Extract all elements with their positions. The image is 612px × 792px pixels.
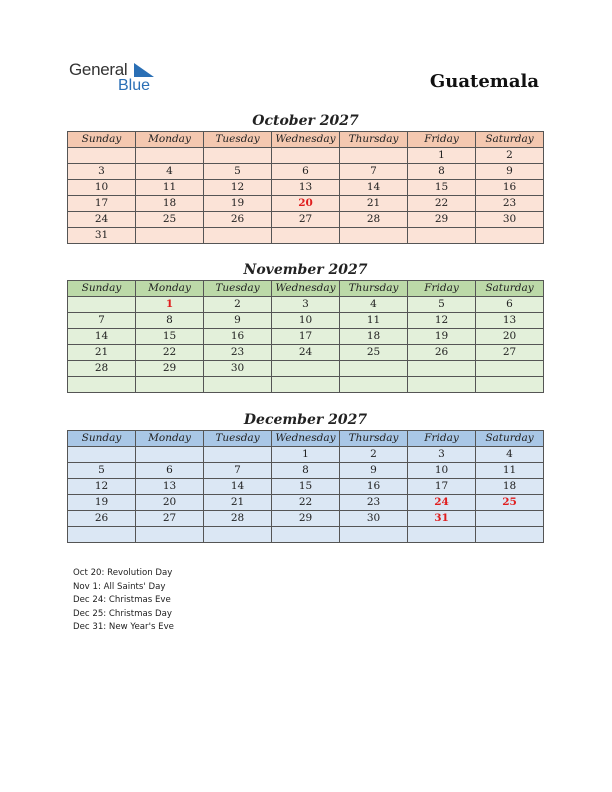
day-cell: 6 [476,297,544,313]
day-cell: 9 [476,164,544,180]
day-cell: 23 [476,196,544,212]
week-row [68,447,544,463]
day-cell: 10 [68,180,136,196]
month-title: November 2027 [243,262,368,278]
day-cell [204,148,272,164]
day-cell: 27 [272,212,340,228]
week-row [68,329,544,345]
day-cell: 13 [136,479,204,495]
day-cell: 12 [408,313,476,329]
weekday-header: Wednesday [272,132,340,148]
day-cell: 4 [340,297,408,313]
week-row [68,479,544,495]
day-cell: 19 [204,196,272,212]
day-cell: 22 [272,495,340,511]
day-cell: 2 [476,148,544,164]
day-cell [476,361,544,377]
day-cell: 25 [340,345,408,361]
day-cell: 27 [476,345,544,361]
day-cell [340,148,408,164]
day-cell: 28 [204,511,272,527]
day-cell: 28 [68,361,136,377]
day-cell [476,377,544,393]
month-title: December 2027 [243,412,368,428]
month-title: October 2027 [252,113,359,129]
weekday-header: Wednesday [272,281,340,297]
weekday-header: Sunday [68,281,136,297]
day-cell: 25 [476,495,544,511]
calendar-grid [67,131,544,244]
day-cell: 30 [204,361,272,377]
week-row [68,180,544,196]
day-cell: 26 [68,511,136,527]
day-cell: 8 [136,313,204,329]
weekday-header: Monday [136,431,204,447]
day-cell: 15 [272,479,340,495]
day-cell [272,361,340,377]
day-cell: 20 [272,196,340,212]
weekday-header: Tuesday [204,431,272,447]
weekday-header: Wednesday [272,431,340,447]
day-cell: 29 [272,511,340,527]
week-row [68,377,544,393]
day-cell [136,447,204,463]
day-cell [136,377,204,393]
day-cell: 1 [408,148,476,164]
day-cell: 2 [340,447,408,463]
day-cell: 3 [272,297,340,313]
day-cell: 8 [408,164,476,180]
calendar-grid [67,430,544,543]
day-cell [340,377,408,393]
day-cell: 7 [340,164,408,180]
day-cell [272,148,340,164]
holiday-item: Dec 25: Christmas Day [73,608,172,619]
day-cell [68,148,136,164]
day-cell [204,527,272,543]
day-cell: 30 [476,212,544,228]
day-cell: 4 [136,164,204,180]
day-cell: 5 [408,297,476,313]
generalblue-logo [69,60,179,100]
day-cell: 18 [476,479,544,495]
day-cell [408,377,476,393]
day-cell: 19 [408,329,476,345]
country-title: Guatemala [429,71,539,92]
day-cell: 18 [340,329,408,345]
holiday-item: Dec 31: New Year's Eve [73,622,174,633]
day-cell [68,377,136,393]
weekday-header-row [68,281,544,297]
holiday-list [73,567,174,635]
week-row [68,196,544,212]
holiday-item: Oct 20: Revolution Day [73,568,173,578]
day-cell [272,228,340,244]
weekday-header: Saturday [476,132,544,148]
day-cell: 25 [136,212,204,228]
day-cell [476,228,544,244]
week-row [68,228,544,244]
day-cell [204,447,272,463]
day-cell: 23 [204,345,272,361]
day-cell: 8 [272,463,340,479]
day-cell: 17 [408,479,476,495]
day-cell: 14 [68,329,136,345]
day-cell [68,447,136,463]
day-cell: 19 [68,495,136,511]
day-cell: 9 [340,463,408,479]
day-cell: 17 [272,329,340,345]
weekday-header: Friday [408,132,476,148]
day-cell: 6 [272,164,340,180]
day-cell: 3 [68,164,136,180]
day-cell: 21 [340,196,408,212]
week-row [68,345,544,361]
day-cell: 13 [476,313,544,329]
day-cell [272,527,340,543]
day-cell: 14 [340,180,408,196]
day-cell [408,228,476,244]
day-cell [136,148,204,164]
day-cell: 22 [408,196,476,212]
day-cell: 17 [68,196,136,212]
day-cell [68,297,136,313]
day-cell: 27 [136,511,204,527]
weekday-header: Thursday [340,132,408,148]
weekday-header: Thursday [340,281,408,297]
week-row [68,148,544,164]
day-cell: 20 [136,495,204,511]
day-cell [136,228,204,244]
day-cell: 31 [408,511,476,527]
day-cell: 21 [68,345,136,361]
day-cell: 30 [340,511,408,527]
week-row [68,164,544,180]
day-cell: 12 [68,479,136,495]
logo-triangle-icon [134,63,154,77]
week-row [68,297,544,313]
weekday-header: Sunday [68,431,136,447]
day-cell: 26 [408,345,476,361]
month-november [67,261,544,393]
day-cell: 29 [136,361,204,377]
day-cell: 15 [408,180,476,196]
day-cell: 3 [408,447,476,463]
day-cell: 12 [204,180,272,196]
weekday-header-row [68,431,544,447]
day-cell [408,361,476,377]
month-december [67,411,544,543]
weekday-header: Saturday [476,281,544,297]
day-cell [204,377,272,393]
day-cell: 11 [340,313,408,329]
weekday-header: Monday [136,132,204,148]
day-cell: 7 [204,463,272,479]
day-cell: 6 [136,463,204,479]
day-cell: 11 [476,463,544,479]
weekday-header: Tuesday [204,281,272,297]
weekday-header: Friday [408,431,476,447]
day-cell [476,527,544,543]
day-cell: 24 [408,495,476,511]
day-cell: 7 [68,313,136,329]
day-cell: 23 [340,495,408,511]
calendar-grid [67,280,544,393]
day-cell [68,527,136,543]
day-cell: 1 [272,447,340,463]
day-cell: 10 [272,313,340,329]
day-cell [476,511,544,527]
logo-text-general: General [69,60,128,79]
day-cell: 9 [204,313,272,329]
week-row [68,527,544,543]
week-row [68,313,544,329]
day-cell: 21 [204,495,272,511]
day-cell: 16 [340,479,408,495]
week-row [68,463,544,479]
day-cell: 10 [408,463,476,479]
week-row [68,212,544,228]
day-cell: 11 [136,180,204,196]
weekday-header: Monday [136,281,204,297]
week-row [68,511,544,527]
day-cell: 22 [136,345,204,361]
day-cell [340,527,408,543]
holiday-item: Nov 1: All Saints' Day [73,581,166,592]
weekday-header: Sunday [68,132,136,148]
day-cell: 24 [272,345,340,361]
day-cell [408,527,476,543]
day-cell [272,377,340,393]
day-cell: 1 [136,297,204,313]
month-october [67,112,544,244]
day-cell: 31 [68,228,136,244]
holiday-item: Dec 24: Christmas Eve [73,595,171,606]
day-cell: 18 [136,196,204,212]
day-cell: 28 [340,212,408,228]
weekday-header: Saturday [476,431,544,447]
day-cell: 4 [476,447,544,463]
logo-text-blue: Blue [118,77,151,94]
weekday-header: Friday [408,281,476,297]
day-cell: 24 [68,212,136,228]
day-cell: 5 [204,164,272,180]
day-cell: 20 [476,329,544,345]
day-cell: 2 [204,297,272,313]
day-cell [204,228,272,244]
day-cell: 16 [476,180,544,196]
day-cell: 29 [408,212,476,228]
weekday-header-row [68,132,544,148]
day-cell [340,361,408,377]
week-row [68,495,544,511]
day-cell: 26 [204,212,272,228]
day-cell: 13 [272,180,340,196]
day-cell: 16 [204,329,272,345]
day-cell: 15 [136,329,204,345]
weekday-header: Thursday [340,431,408,447]
day-cell: 5 [68,463,136,479]
weekday-header: Tuesday [204,132,272,148]
day-cell: 14 [204,479,272,495]
week-row [68,361,544,377]
day-cell [136,527,204,543]
day-cell [340,228,408,244]
